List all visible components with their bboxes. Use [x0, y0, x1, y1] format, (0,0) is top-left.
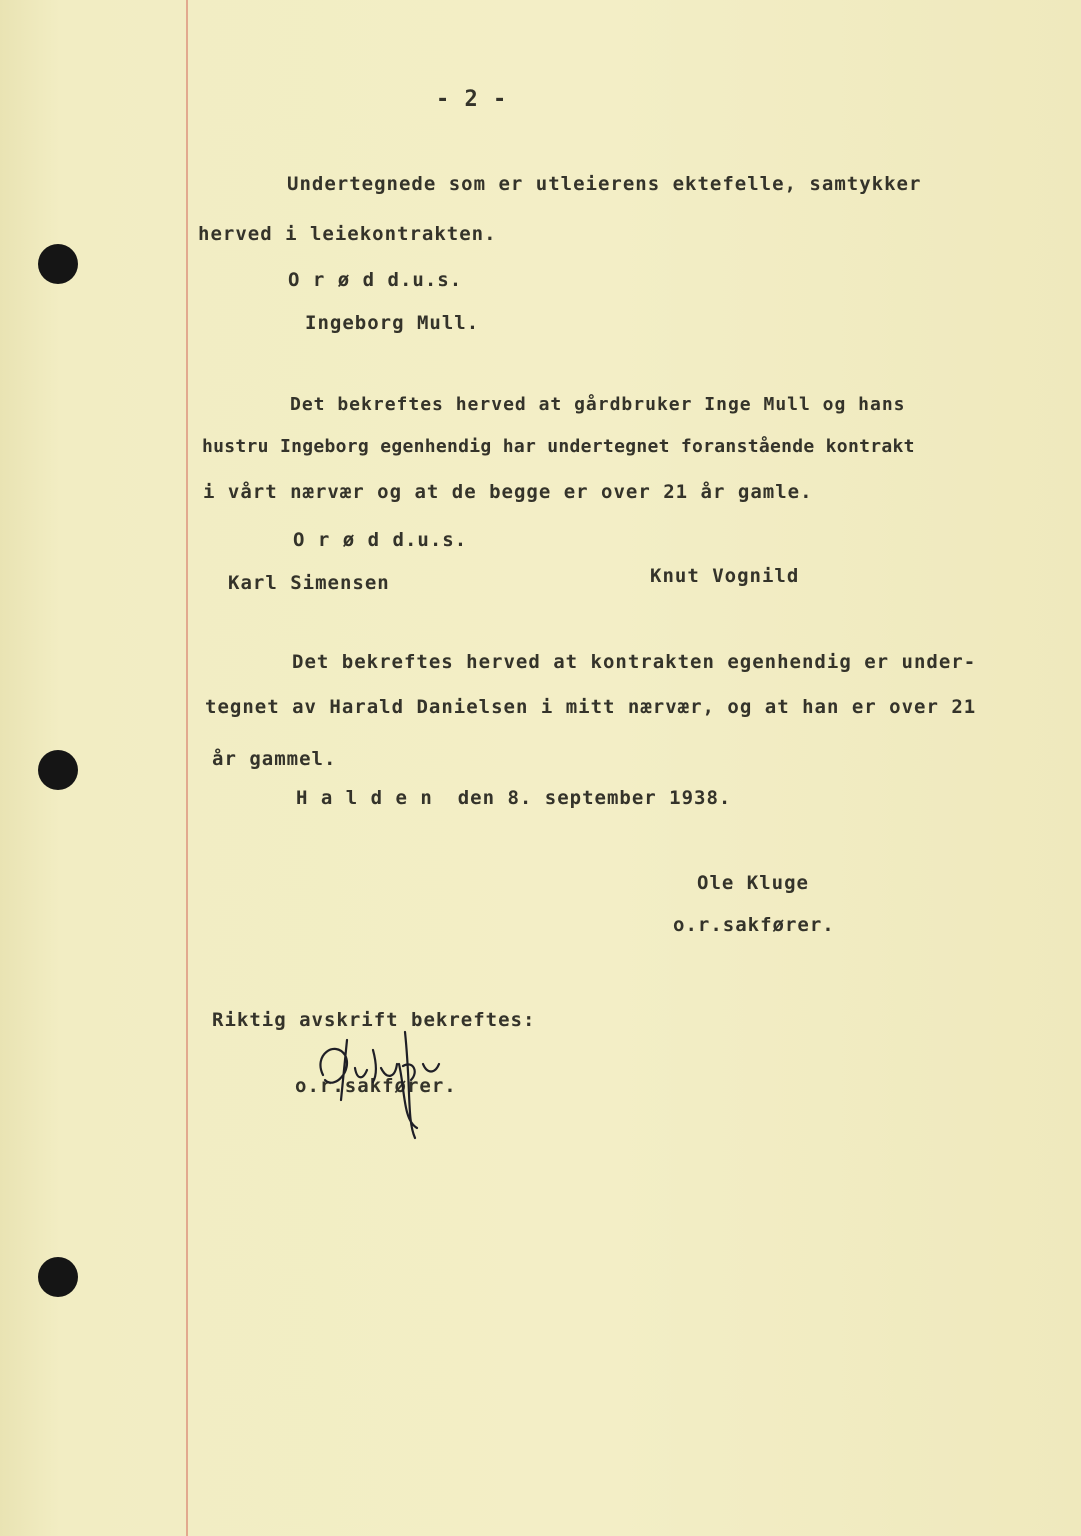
- margin-rule: [186, 0, 188, 1536]
- consent-line-1: Undertegnede som er utleierens ektefelle, samtykker: [287, 173, 922, 195]
- certification-title: o.r.sakfører.: [295, 1075, 457, 1097]
- consent-place: O r ø d d.u.s.: [288, 269, 463, 291]
- consent-line-2: herved i leiekontrakten.: [198, 223, 497, 245]
- certification-label: Riktig avskrift bekreftes:: [212, 1009, 536, 1031]
- attorney-signer-name: Ole Kluge: [697, 872, 809, 894]
- witness-2: Knut Vognild: [650, 565, 800, 587]
- punch-hole: [38, 1257, 78, 1297]
- witness-line-3: i vårt nærvær og at de begge er over 21 år gamle.: [203, 481, 813, 503]
- attorney-line-3: år gammel.: [212, 748, 337, 770]
- page-number: - 2 -: [436, 87, 508, 112]
- witness-line-1: Det bekreftes herved at gårdbruker Inge Mull og hans: [290, 394, 906, 415]
- attorney-signer-title: o.r.sakfører.: [673, 914, 835, 936]
- witness-place: O r ø d d.u.s.: [293, 529, 468, 551]
- attorney-line-1: Det bekreftes herved at kontrakten egenhendig er under-: [292, 651, 977, 673]
- attorney-place-date: H a l d e n den 8. september 1938.: [296, 787, 732, 809]
- consent-signer: Ingeborg Mull.: [305, 312, 480, 334]
- punch-hole: [38, 244, 78, 284]
- punch-hole: [38, 750, 78, 790]
- witness-1: Karl Simensen: [228, 572, 390, 594]
- handwritten-signature: [295, 1020, 495, 1140]
- witness-line-2: hustru Ingeborg egenhendig har undertegnet foranstående kontrakt: [202, 436, 915, 457]
- attorney-line-2: tegnet av Harald Danielsen i mitt nærvær, og at han er over 21: [205, 696, 977, 718]
